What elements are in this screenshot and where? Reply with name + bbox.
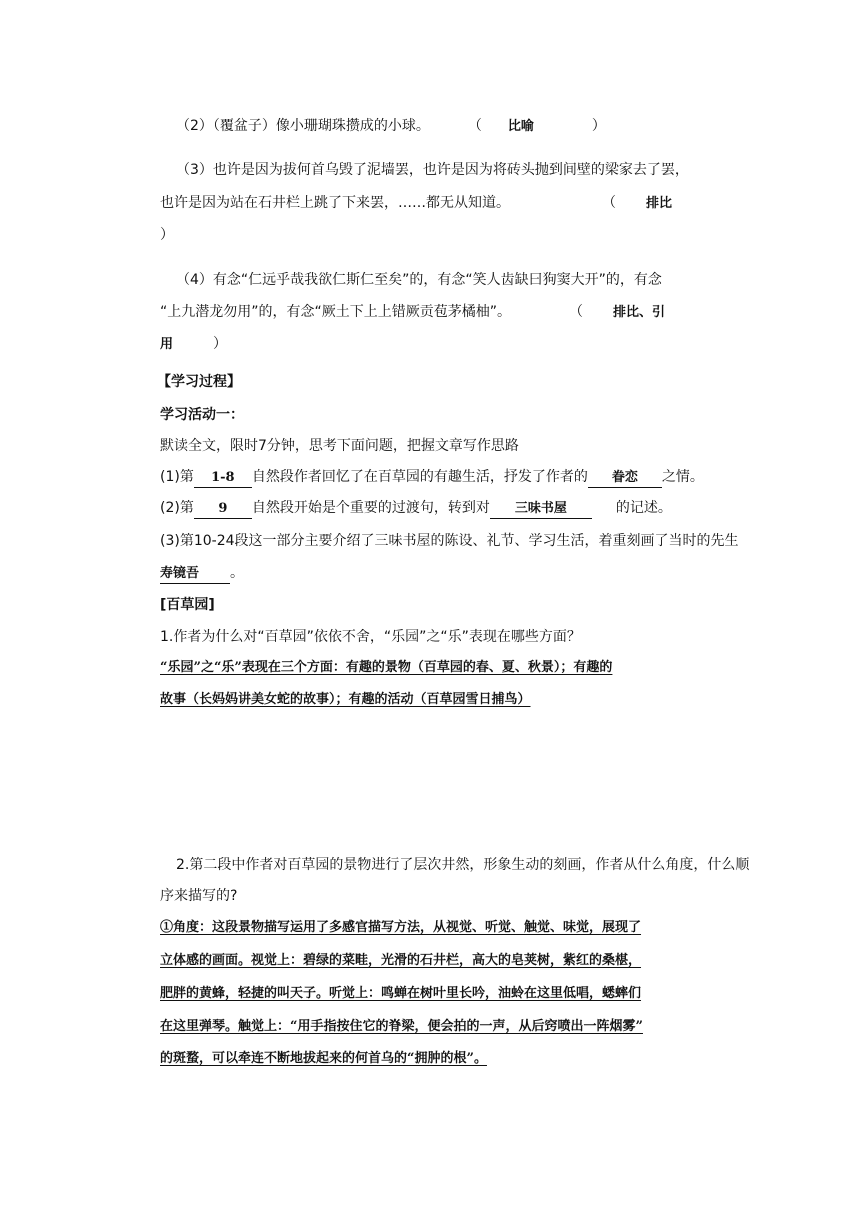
item-3-blank: 寿镜吾 xyxy=(160,565,230,584)
fill-item-2 xyxy=(160,498,672,519)
question-3-answer: 排比 xyxy=(646,196,673,211)
question-4-line2 xyxy=(160,302,665,323)
garden-answer-2-line1: ①角度：这段景物描写运用了多感官描写方法，从视觉、听觉、触觉、味觉，展现了 xyxy=(160,920,642,935)
item-2-blank-2: 三味书屋 xyxy=(490,500,592,519)
fill-item-1 xyxy=(160,467,704,488)
question-3-line1: （3）也许是因为拔何首乌毁了泥墙罢，也许是因为将砖头抛到间壁的梁家去了罢， xyxy=(176,162,689,178)
question-3-line2 xyxy=(160,193,672,214)
fill-item-3-line2 xyxy=(160,563,244,584)
process-heading: 【学习过程】 xyxy=(157,374,241,390)
paren-open: （ xyxy=(602,195,616,211)
item-2-suffix: 的记述。 xyxy=(615,500,672,516)
garden-answer-2-line5: 的斑蝥，可以牵连不断地拔起来的何首乌的“拥肿的根”。 xyxy=(160,1051,487,1066)
item-3-suffix: 。 xyxy=(230,565,244,581)
paren-close: ） xyxy=(213,336,228,352)
paren-open: （ xyxy=(569,304,584,320)
paren-close: ） xyxy=(591,118,606,134)
garden-answer-2-line2: 立体感的画面。视觉上：碧绿的菜畦，光滑的石井栏，高大的皂荚树，紫红的桑椹， xyxy=(160,953,642,968)
question-3-text: 也许是因为站在石井栏上跳了下来罢，……都无从知道。 xyxy=(160,195,510,211)
activity-title: 学习活动一： xyxy=(160,407,244,423)
question-4-text: “上九潜龙勿用”的，有念“厥土下上上错厥贡苞茅橘柚”。 xyxy=(160,304,512,320)
garden-answer-1-line1: “乐园”之“乐”表现在三个方面：有趣的景物（百草园的春、夏、秋景）；有趣的 xyxy=(160,660,613,675)
fill-item-3-line1: (3)第10-24段这一部分主要介绍了三味书屋的陈设、礼节、学习生活，着重刻画了当时的先生 xyxy=(160,533,739,549)
question-2-line xyxy=(176,116,606,137)
question-4-answer: 排比、引 xyxy=(613,305,666,320)
paren-close: ） xyxy=(160,227,174,243)
garden-question-1: 1.作者为什么对“百草园”依依不舍，“乐园”之“乐”表现在哪些方面？ xyxy=(160,629,581,645)
item-2-blank-1: 9 xyxy=(194,500,252,519)
item-1-blank-2: 眷恋 xyxy=(588,469,662,488)
item-2-prefix: (2)第 xyxy=(160,500,194,516)
paren-open: （ xyxy=(467,118,482,134)
garden-heading: [百草园] xyxy=(160,597,215,613)
garden-question-2-line1: 2.第二段中作者对百草园的景物进行了层次井然，形象生动的刻画，作者从什么角度，什么顺 xyxy=(176,857,750,873)
question-4-line3 xyxy=(160,334,227,355)
item-1-blank-1: 1-8 xyxy=(194,469,252,488)
item-1-text: 自然段作者回忆了在百草园的有趣生活，抒发了作者的 xyxy=(251,469,588,485)
activity-instruction: 默读全文，限时7分钟，思考下面问题，把握文章写作思路 xyxy=(160,438,519,454)
question-2-text: （2）（覆盆子）像小珊瑚珠攒成的小球。 xyxy=(176,118,430,134)
question-4-line1: （4）有念“仁远乎哉我欲仁斯仁至矣”的，有念“笑人齿缺曰狗窦大开”的，有念 xyxy=(176,272,662,288)
garden-answer-2-line4: 在这里弹琴。触觉上：“用手指按住它的脊梁，便会拍的一声，从后窍喷出一阵烟雾” xyxy=(160,1019,643,1034)
item-1-suffix: 之情。 xyxy=(661,469,704,485)
garden-answer-1-line2: 故事（长妈妈讲美女蛇的故事）；有趣的活动（百草园雪日捕鸟） xyxy=(160,692,531,707)
question-4-answer-cont: 用 xyxy=(160,337,174,352)
garden-answer-2-line3: 肥胖的黄蜂，轻捷的叫天子。听觉上：鸣蝉在树叶里长吟，油蛉在这里低唱，蟋蟀们 xyxy=(160,986,642,1001)
question-2-answer: 比喻 xyxy=(507,119,534,134)
item-2-text: 自然段开始是个重要的过渡句，转到对 xyxy=(251,500,490,516)
garden-question-2-line2: 序来描写的? xyxy=(160,888,238,904)
item-1-prefix: (1)第 xyxy=(160,469,194,485)
